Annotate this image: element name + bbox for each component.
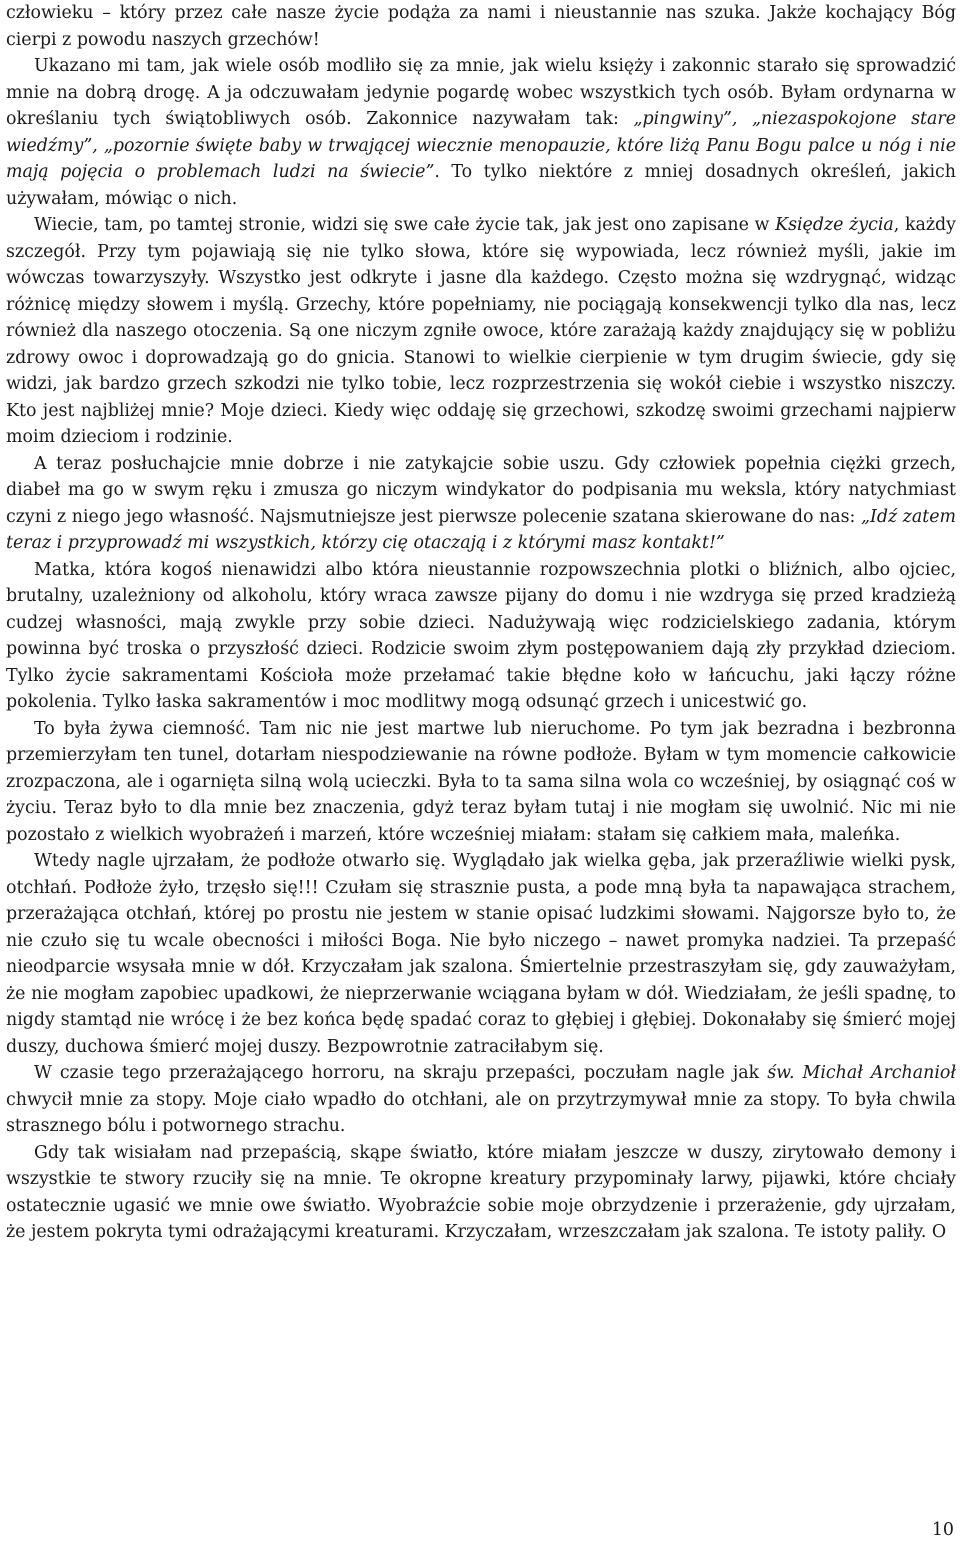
paragraph <box>6 0 956 53</box>
paragraph <box>6 451 956 557</box>
paragraph <box>6 53 956 212</box>
body-text: . To tylko niektóre z mniej dosadnych określeń, jakich używałam, mówiąc o nich. <box>6 162 956 209</box>
body-text: Ukazano mi tam, jak wiele osób modliło się za mnie, jak wielu księży i zakonnic starało się sprowadzić mnie na dobrą drogę. A ja odczuwałam jedynie pogardę wobec wszystkich tych osób. Byłam ordynarna w określaniu tych świątobliwych osób. Zakonnice nazywałam tak: <box>6 56 956 129</box>
body-text: A teraz posłuchajcie mnie dobrze i nie zatykajcie sobie uszu. Gdy człowiek popełnia ciężki grzech, diabeł ma go w swym ręku i zmusza go niczym windykator do podpisania mu weksla, który natychmiast czyni z niego jego własność. Najsmutniejsze jest pierwsze polecenie szatana skierowane do nas: <box>6 453 956 527</box>
page-number: 10 <box>931 1520 954 1540</box>
emphasis-text: „Idź zatem teraz i przyprowadź mi wszystkich, którzy cię otaczają i z którymi masz kontakt!” <box>6 506 956 553</box>
document-page <box>6 0 956 1246</box>
body-text: Wiecie, tam, po tamtej stronie, widzi się swe całe życie tak, jak jest ono zapisane w <box>34 215 776 235</box>
body-text: Matka, która kogoś nienawidzi albo która nieustannie rozpowszechnia plotki o bliźnich, albo ojciec, brutalny, uzależniony od alkoholu, który wraca zawsze pijany do domu i nie wzdryga się przed kradzieżą cudzej własności, mają zwykle przy sobie dzieci. Nadużywają więc rodzicielskiego zadania, którym powinna być troska o przyszłość dzieci. Rodzicie swoim złym postępowaniem dają zły przykład dzieciom. Tylko życie sakramentami Kościoła może przełamać takie błędne koło w łańcuchu, jaki łączy różne pokolenia. Tylko łaska sakramentów i moc modlitwy mogą odsunąć grzech i unicestwić go. <box>6 559 956 712</box>
body-text: Wtedy nagle ujrzałam, że podłoże otwarło się. Wyglądało jak wielka gęba, jak przeraźliwie wielki pysk, otchłań. Podłoże żyło, trzęsło się!!! Czułam się strasznie pusta, a pode mną była ta napawająca strachem, przerażająca otchłań, której po prostu nie jestem w stanie opisać ludzkimi słowami. Najgorsze było to, że nie czuło się tu wcale obecności i miłości Boga. Nie było niczego – nawet promyka nadziei. Ta przepaść nieodparcie wsysała mnie w dół. Krzyczałam jak szalona. Śmiertelnie przestraszyłam się, gdy zauważyłam, że nie mogłam zapobiec upadkowi, że nieprzerwanie wciągana byłam w dół. Wiedziałam, że jeśli spadnę, to nigdy stamtąd nie wrócę i że bez końca będę spadać coraz to głębiej i głębiej. Dokonałaby się śmierć mojej duszy, duchowa śmierć mojej duszy. Bezpowrotnie zatraciłabym się. <box>6 851 956 1057</box>
paragraph <box>6 1060 956 1140</box>
emphasis-text: Księdze życia <box>775 215 894 235</box>
paragraph-list <box>6 0 956 1246</box>
paragraph <box>6 557 956 716</box>
emphasis-text: „pingwiny”, „niezaspokojone stare wiedźmy”, „pozornie święte baby w trwającej wiecznie menopauzie, które liżą Panu Bogu palce u nóg i nie mają pojęcia o problemach ludzi na świecie” <box>6 109 956 182</box>
emphasis-text: św. Michał Archanioł <box>767 1063 956 1083</box>
paragraph <box>6 848 956 1060</box>
paragraph <box>6 1140 956 1246</box>
paragraph <box>6 212 956 451</box>
body-text: chwycił mnie za stopy. Moje ciało wpadło do otchłani, ale on przytrzymywał mnie za stopy. To była chwila strasznego bólu i potwornego strachu. <box>6 1089 956 1136</box>
body-text: , każdy szczegół. Przy tym pojawiają się nie tylko słowa, które się wypowiada, lecz również myśli, jakie im wówczas towarzyszyły. Wszystko jest odkryte i jasne dla każdego. Często można się wzdrygnąć, widząc różnicę między słowem i myślą. Grzechy, które popełniamy, nie pociągają konsekwencji tylko dla nas, lecz również dla naszego otoczenia. Są one niczym zgniłe owoce, które zarażają każdy znajdujący się w pobliżu zdrowy owoc i doprowadzają go do gnicia. Stanowi to wielkie cierpienie w tym drugim świecie, gdy się widzi, jak bardzo grzech szkodzi nie tylko tobie, lecz rozprzestrzenia się wokół ciebie i wszystko niszczy. Kto jest najbliżej mnie? Moje dzieci. Kiedy więc oddaję się grzechowi, szkodzę swoimi grzechami najpierw moim dzieciom i rodzinie. <box>6 215 956 447</box>
body-text: Gdy tak wisiałam nad przepaścią, skąpe światło, które miałam jeszcze w duszy, zirytowało demony i wszystkie te stwory rzuciły się na mnie. Te okropne kreatury przypominały larwy, pijawki, które chciały ostatecznie ugasić we mnie owe światło. Wyobraźcie sobie moje obrzydzenie i przerażenie, gdy ujrzałam, że jestem pokryta tymi odrażającymi kreaturami. Krzyczałam, wrzeszczałam jak szalona. Te istoty paliły. O <box>6 1142 956 1242</box>
paragraph <box>6 716 956 849</box>
body-text: człowieku – który przez całe nasze życie podąża za nami i nieustannie nas szuka. Jakże kochający Bóg cierpi z powodu naszych grzechów! <box>6 3 956 50</box>
body-text: To była żywa ciemność. Tam nic nie jest martwe lub nieruchome. Po tym jak bezradna i bezbronna przemierzyłam ten tunel, dotarłam niespodziewanie na równe podłoże. Byłam w tym momencie całkowicie zrozpaczona, ale i ogarnięta silną wolą ucieczki. Była to ta sama silna wola co wcześniej, by osiągnąć coś w życiu. Teraz było to dla mnie bez znaczenia, gdyż teraz byłam tutaj i nie mogłam się uwolnić. Nic mi nie pozostało z wielkich wyobrażeń i marzeń, które wcześniej miałam: stałam się całkiem mała, maleńka. <box>6 718 956 845</box>
body-text: W czasie tego przerażającego horroru, na skraju przepaści, poczułam nagle jak <box>34 1063 768 1083</box>
